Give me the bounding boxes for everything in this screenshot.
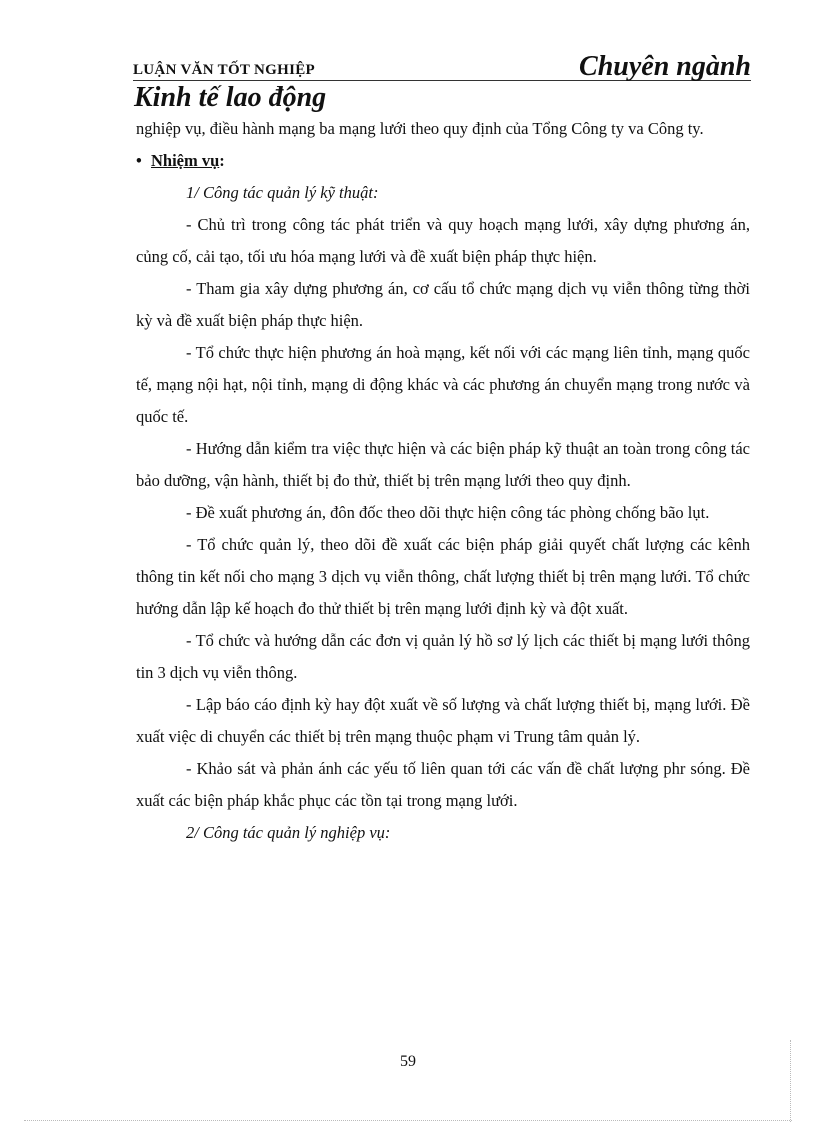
list-item: - Tổ chức và hướng dẫn các đơn vị quản lý hồ sơ lý lịch các thiết bị mạng lưới thông tin 3 dịch vụ viễn thông.	[136, 631, 750, 682]
section-heading: 1/ Công tác quản lý kỹ thuật:	[186, 183, 379, 202]
section-heading: 2/ Công tác quản lý nghiệp vụ:	[186, 823, 391, 842]
bullet-heading-colon: :	[219, 151, 225, 170]
list-item: - Tổ chức quản lý, theo dõi đề xuất các biện pháp giải quyết chất lượng các kênh thông tin kết nối cho mạng 3 dịch vụ viễn thông, chất lượng thiết bị trên mạng lưới. Tổ chức hướng dẫn lập kế hoạch đo thử thiết bị trên mạng lưới định kỳ và đột xuất.	[136, 535, 750, 618]
page-side-divider	[790, 1040, 791, 1122]
header-thesis-title: LUẬN VĂN TỐT NGHIỆP	[133, 62, 315, 78]
list-item: - Tham gia xây dựng phương án, cơ cấu tổ chức mạng dịch vụ viễn thông từng thời kỳ và đề xuất biện pháp thực hiện.	[136, 279, 750, 330]
list-item: - Chủ trì trong công tác phát triển và quy hoạch mạng lưới, xây dựng phương án, củng cố, cải tạo, tối ưu hóa mạng lưới và đề xuất biện pháp thực hiện.	[136, 215, 750, 266]
header-major-name: Kinh tế lao động	[134, 82, 327, 113]
header-major-label: Chuyên ngành	[579, 51, 751, 82]
list-item: - Khảo sát và phản ánh các yếu tố liên quan tới các vấn đề chất lượng phr sóng. Đề xuất các biện pháp khắc phục các tồn tại trong mạng lưới.	[136, 759, 750, 810]
list-item: - Hướng dẫn kiểm tra việc thực hiện và các biện pháp kỹ thuật an toàn trong công tác bảo dưỡng, vận hành, thiết bị đo thử, thiết bị trên mạng lưới theo quy định.	[136, 439, 750, 490]
paragraph-continuation: nghiệp vụ, điều hành mạng ba mạng lưới theo quy định của Tổng Công ty va Công ty.	[136, 119, 704, 138]
list-item: - Lập báo cáo định kỳ hay đột xuất về số lượng và chất lượng thiết bị, mạng lưới. Đề xuất việc di chuyển các thiết bị trên mạng thuộc phạm vi Trung tâm quản lý.	[136, 695, 750, 746]
list-item: - Đề xuất phương án, đôn đốc theo dõi thực hiện công tác phòng chống bão lụt.	[186, 503, 710, 522]
page-body	[136, 113, 750, 849]
page-bottom-divider	[24, 1120, 792, 1121]
bullet-heading	[136, 145, 750, 177]
page-header	[133, 50, 751, 81]
list-item: - Tổ chức thực hiện phương án hoà mạng, kết nối với các mạng liên tỉnh, mạng quốc tế, mạng nội hạt, nội tỉnh, mạng di động khác và các phương án chuyển mạng trong nước và quốc tế.	[136, 343, 750, 426]
bullet-icon: •	[136, 151, 142, 170]
bullet-heading-label: Nhiệm vụ	[151, 151, 220, 170]
page-number: 59	[400, 1053, 416, 1070]
